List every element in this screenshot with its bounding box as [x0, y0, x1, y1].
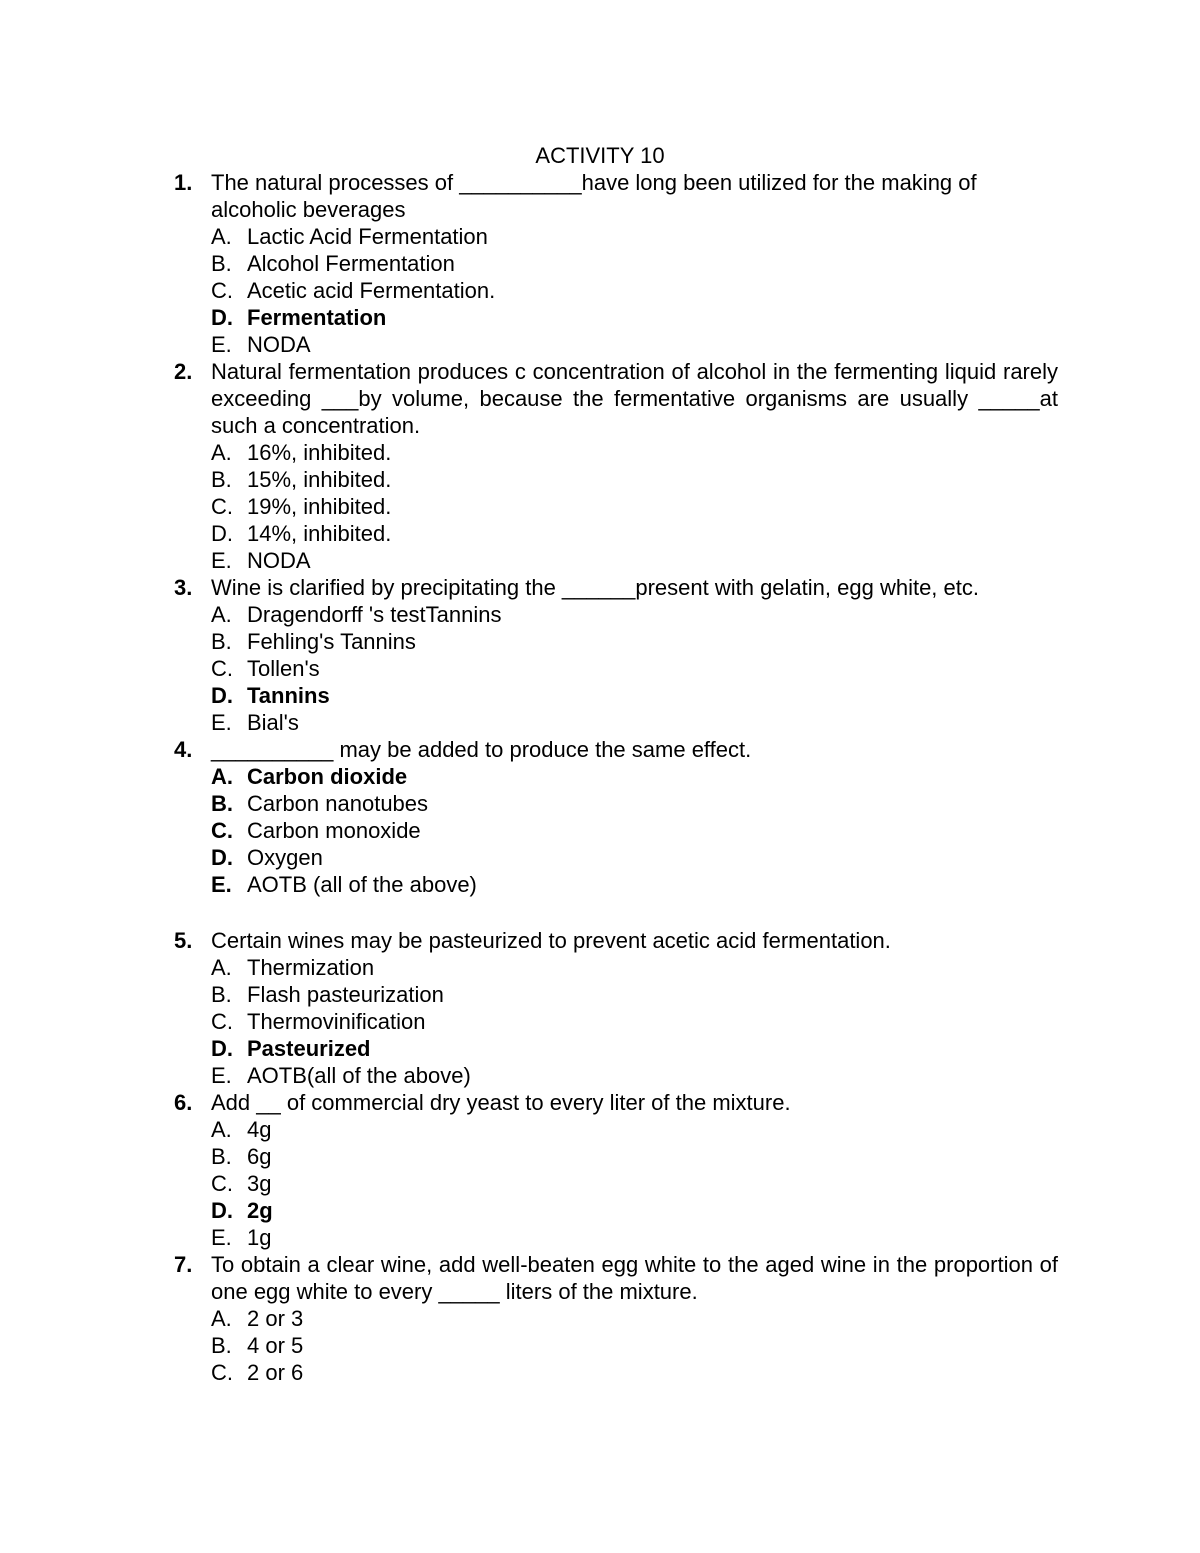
choice-letter: A.: [211, 440, 232, 465]
choice-letter: C.: [211, 278, 233, 303]
choice-e: [211, 871, 1058, 898]
choice-b: [211, 466, 1058, 493]
choice-a: [211, 223, 1058, 250]
question-number: 3.: [174, 575, 193, 600]
choice-letter: B.: [211, 1333, 232, 1358]
blank-line: [174, 898, 1058, 927]
choice-a: [211, 601, 1058, 628]
choice-e: [211, 1062, 1058, 1089]
choice-text: 2 or 3: [247, 1306, 304, 1331]
question-number: 2.: [174, 359, 193, 384]
choice-text: 14%, inhibited.: [247, 521, 392, 546]
question-number: 1.: [174, 170, 193, 195]
choice-letter: A.: [211, 602, 232, 627]
choice-text: NODA: [247, 548, 311, 573]
question-1: [174, 169, 1058, 358]
choice-letter: E.: [211, 332, 232, 357]
choice-text: Thermization: [247, 955, 375, 980]
choice-text: AOTB (all of the above): [247, 872, 477, 897]
choice-b: [211, 790, 1058, 817]
choice-text: 4g: [247, 1117, 272, 1142]
choice-letter: B.: [211, 467, 232, 492]
choice-letter: E.: [211, 872, 232, 897]
choice-c: [211, 1170, 1058, 1197]
choice-letter: C.: [211, 1009, 233, 1034]
choice-letter: D.: [211, 1036, 233, 1061]
choice-letter: D.: [211, 845, 233, 870]
choice-d-answer: [211, 304, 1058, 331]
choice-text: 3g: [247, 1171, 272, 1196]
choice-text: Dragendorff 's testTannins: [247, 602, 502, 627]
choice-b: [211, 1332, 1058, 1359]
choice-b: [211, 628, 1058, 655]
choice-a-answer: [211, 763, 1058, 790]
choice-letter: E.: [211, 548, 232, 573]
choice-text: Oxygen: [247, 845, 323, 870]
question-number: 5.: [174, 928, 193, 953]
choice-letter: C.: [211, 818, 233, 843]
choice-a: [211, 439, 1058, 466]
choice-c: [211, 493, 1058, 520]
choice-letter: A.: [211, 1117, 232, 1142]
choice-text: 2 or 6: [247, 1360, 304, 1385]
choice-text: NODA: [247, 332, 311, 357]
choice-letter: C.: [211, 656, 233, 681]
choice-text: 16%, inhibited.: [247, 440, 392, 465]
choice-letter: B.: [211, 251, 232, 276]
choice-text: Lactic Acid Fermentation: [247, 224, 488, 249]
choice-text: Carbon nanotubes: [247, 791, 429, 816]
question-2: [174, 358, 1058, 574]
question-text: Natural fermentation produces c concentration of alcohol in the fermenting liquid rarely exceeding ___by volume, because the fermentative organisms are usually _____at such a concentration.: [211, 359, 1058, 438]
question-5: [174, 927, 1058, 1089]
question-number: 4.: [174, 737, 193, 762]
choice-letter: D.: [211, 521, 233, 546]
question-text: To obtain a clear wine, add well-beaten egg white to the aged wine in the proportion of one egg white to every _____ liters of the mixture.: [211, 1252, 1058, 1304]
choice-letter: D.: [211, 683, 233, 708]
choice-letter: D.: [211, 1198, 233, 1223]
question-7: [174, 1251, 1058, 1386]
choice-list: [174, 1305, 1058, 1386]
choice-letter: E.: [211, 1225, 232, 1250]
activity-title: ACTIVITY 10: [535, 143, 665, 168]
choice-text: 1g: [247, 1225, 272, 1250]
choice-text: Tannins: [247, 683, 330, 708]
question-4: [174, 736, 1058, 927]
choice-e: [211, 547, 1058, 574]
choice-letter: B.: [211, 982, 232, 1007]
question-list: [174, 169, 1058, 1386]
choice-letter: C.: [211, 494, 233, 519]
question-number: 7.: [174, 1252, 193, 1277]
choice-text: Alcohol Fermentation: [247, 251, 455, 276]
choice-b: [211, 250, 1058, 277]
choice-letter: C.: [211, 1360, 233, 1385]
choice-letter: B.: [211, 791, 233, 816]
question-text: The natural processes of __________have long been utilized for the making of alcoholic beverages: [211, 170, 977, 222]
choice-text: Fermentation: [247, 305, 387, 330]
choice-d-answer: [211, 1197, 1058, 1224]
choice-b: [211, 1143, 1058, 1170]
choice-d-answer: [211, 682, 1058, 709]
choice-list: [174, 601, 1058, 736]
choice-text: Bial's: [247, 710, 299, 735]
choice-letter: A.: [211, 955, 232, 980]
choice-text: 2g: [247, 1198, 273, 1223]
choice-text: 4 or 5: [247, 1333, 304, 1358]
choice-list: [174, 223, 1058, 358]
choice-text: 15%, inhibited.: [247, 467, 392, 492]
choice-text: Flash pasteurization: [247, 982, 444, 1007]
choice-e: [211, 1224, 1058, 1251]
choice-c: [211, 277, 1058, 304]
choice-text: Acetic acid Fermentation.: [247, 278, 496, 303]
choice-text: Tollen's: [247, 656, 320, 681]
question-text: Certain wines may be pasteurized to prevent acetic acid fermentation.: [211, 928, 891, 953]
choice-text: Carbon dioxide: [247, 764, 408, 789]
choice-list: [174, 1116, 1058, 1251]
question-3: [174, 574, 1058, 736]
choice-letter: D.: [211, 305, 233, 330]
choice-c: [211, 655, 1058, 682]
choice-letter: B.: [211, 629, 232, 654]
choice-d: [211, 520, 1058, 547]
choice-c: [211, 817, 1058, 844]
choice-letter: B.: [211, 1144, 232, 1169]
choice-d-answer: [211, 1035, 1058, 1062]
choice-text: Fehling's Tannins: [247, 629, 416, 654]
choice-text: Thermovinification: [247, 1009, 426, 1034]
choice-list: [174, 954, 1058, 1089]
choice-a: [211, 954, 1058, 981]
choice-text: 6g: [247, 1144, 272, 1169]
choice-a: [211, 1116, 1058, 1143]
choice-e: [211, 331, 1058, 358]
choice-text: 19%, inhibited.: [247, 494, 392, 519]
question-6: [174, 1089, 1058, 1251]
choice-text: Carbon monoxide: [247, 818, 421, 843]
choice-c: [211, 1008, 1058, 1035]
choice-list: [174, 439, 1058, 574]
choice-letter: A.: [211, 1306, 232, 1331]
choice-c: [211, 1359, 1058, 1386]
choice-letter: E.: [211, 1063, 232, 1088]
choice-text: AOTB(all of the above): [247, 1063, 471, 1088]
choice-letter: C.: [211, 1171, 233, 1196]
choice-e: [211, 709, 1058, 736]
choice-d: [211, 844, 1058, 871]
choice-b: [211, 981, 1058, 1008]
question-text: __________ may be added to produce the same effect.: [211, 737, 752, 762]
choice-list: [174, 763, 1058, 898]
question-text: Wine is clarified by precipitating the ______present with gelatin, egg white, etc.: [211, 575, 979, 600]
choice-a: [211, 1305, 1058, 1332]
choice-letter: E.: [211, 710, 232, 735]
choice-letter: A.: [211, 224, 232, 249]
question-number: 6.: [174, 1090, 193, 1115]
choice-text: Pasteurized: [247, 1036, 371, 1061]
question-text: Add __ of commercial dry yeast to every liter of the mixture.: [211, 1090, 791, 1115]
choice-letter: A.: [211, 764, 233, 789]
